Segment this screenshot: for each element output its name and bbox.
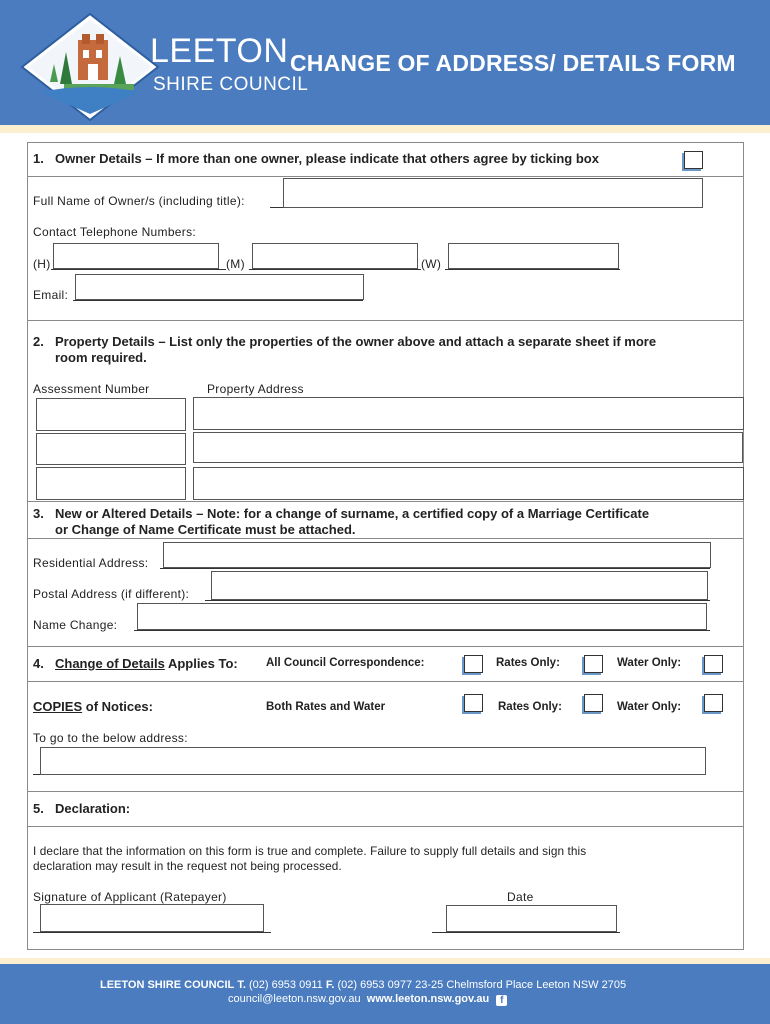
both-rates-water-label: Both Rates and Water xyxy=(266,701,386,713)
section3-title-line1: New or Altered Details – Note: for a change of surname, a certified copy of a Marriage Certificate xyxy=(55,506,650,521)
rates-only-checkbox[interactable] xyxy=(584,655,603,673)
signature-input[interactable] xyxy=(40,904,264,932)
full-name-input[interactable] xyxy=(283,178,703,208)
property-address-input-2[interactable] xyxy=(193,432,743,463)
section2-title-line1: Property Details – List only the properties of the owner above and attach a separate sheet if more xyxy=(55,334,657,349)
contact-phone-label: Contact Telephone Numbers: xyxy=(33,225,197,239)
copies-water-only-label: Water Only: xyxy=(617,701,682,713)
name-change-label: Name Change: xyxy=(33,618,118,632)
both-rates-water-checkbox[interactable] xyxy=(464,694,483,712)
page-footer xyxy=(0,958,770,1024)
residential-address-underline xyxy=(160,568,710,569)
footer-address: 23-25 Chelmsford Place Leeton NSW 2705 xyxy=(415,979,627,991)
of-notices-label: of Notices: xyxy=(85,699,153,714)
email-input[interactable] xyxy=(75,274,364,300)
logo-subtitle: SHIRE COUNCIL xyxy=(153,74,309,95)
owners-agree-checkbox[interactable] xyxy=(684,151,703,169)
section4-heading xyxy=(33,656,238,671)
section5-title: Declaration: xyxy=(55,801,131,816)
mobile-phone-label: (M) xyxy=(226,257,245,271)
section1-number: 1. xyxy=(33,151,44,166)
postal-address-label: Postal Address (if different): xyxy=(33,587,190,601)
name-change-input[interactable] xyxy=(137,603,707,630)
copies-rates-only-label: Rates Only: xyxy=(498,701,562,713)
copies-water-only-checkbox[interactable] xyxy=(704,694,723,712)
rates-only-label: Rates Only: xyxy=(496,657,560,669)
home-phone-label: (H) xyxy=(33,257,51,271)
divider xyxy=(27,176,744,177)
work-phone-input[interactable] xyxy=(448,243,619,269)
footer-council-name: LEETON SHIRE COUNCIL xyxy=(100,979,235,991)
page-header xyxy=(0,0,770,125)
section4-number: 4. xyxy=(33,656,44,671)
section2-number: 2. xyxy=(33,334,44,349)
declaration-line2: declaration may result in the request not being processed. xyxy=(33,859,342,873)
mobile-phone-input[interactable] xyxy=(252,243,418,269)
divider xyxy=(27,791,744,792)
go-to-address-input[interactable] xyxy=(40,747,706,775)
footer-web-line xyxy=(228,993,507,1006)
copies-heading xyxy=(33,699,153,714)
date-underline xyxy=(432,932,620,933)
copies-rates-only-checkbox[interactable] xyxy=(584,694,603,712)
work-phone-underline xyxy=(445,269,620,270)
full-name-label: Full Name of Owner/s (including title): xyxy=(33,194,245,208)
residential-address-label: Residential Address: xyxy=(33,556,149,570)
water-only-label: Water Only: xyxy=(617,657,682,669)
property-address-input-1[interactable] xyxy=(193,397,744,430)
section5-heading xyxy=(33,801,130,816)
footer-contact-line xyxy=(100,979,626,991)
assessment-number-label: Assessment Number xyxy=(33,382,150,396)
facebook-icon[interactable]: f xyxy=(496,995,507,1006)
section5-number: 5. xyxy=(33,801,44,816)
footer-fax: (02) 6953 0977 xyxy=(337,979,413,991)
divider xyxy=(27,320,744,321)
header-divider xyxy=(0,125,770,133)
divider xyxy=(27,826,744,827)
work-phone-label: (W) xyxy=(421,257,442,271)
signature-label: Signature of Applicant (Ratepayer) xyxy=(33,890,227,904)
section3-heading xyxy=(33,506,738,538)
change-of-details-label: Change of Details xyxy=(55,656,165,671)
home-phone-input[interactable] xyxy=(53,243,219,269)
all-council-label: All Council Correspondence: xyxy=(266,657,425,669)
water-only-checkbox[interactable] xyxy=(704,655,723,673)
signature-underline xyxy=(33,932,271,933)
footer-email-link[interactable]: council@leeton.nsw.gov.au xyxy=(228,993,361,1005)
footer-website-link[interactable]: www.leeton.nsw.gov.au xyxy=(366,993,490,1005)
divider xyxy=(27,681,744,682)
section2-title-line2: room required. xyxy=(55,350,147,365)
date-label: Date xyxy=(507,890,534,904)
email-label: Email: xyxy=(33,288,69,302)
mobile-phone-underline xyxy=(249,269,421,270)
postal-address-underline xyxy=(205,600,710,601)
divider xyxy=(27,646,744,647)
footer-phone: (02) 6953 0911 xyxy=(248,979,323,991)
declaration-line1: I declare that the information on this form is true and complete. Failure to supply full details and sign this xyxy=(33,844,587,858)
assessment-number-input-3[interactable] xyxy=(36,467,186,500)
property-address-input-3[interactable] xyxy=(193,467,744,500)
page-title: CHANGE OF ADDRESS/ DETAILS FORM xyxy=(290,50,736,76)
all-council-checkbox[interactable] xyxy=(464,655,483,673)
residential-address-input[interactable] xyxy=(163,542,711,568)
section2-heading xyxy=(33,334,738,366)
assessment-number-input-2[interactable] xyxy=(36,433,186,465)
home-phone-underline xyxy=(51,269,226,270)
copies-label: COPIES xyxy=(33,699,83,714)
go-to-address-label: To go to the below address: xyxy=(33,731,188,745)
name-change-underline xyxy=(134,630,710,631)
email-underline xyxy=(73,300,363,301)
section3-number: 3. xyxy=(33,506,44,521)
footer-fax-prefix: F. xyxy=(325,979,335,991)
assessment-number-input-1[interactable] xyxy=(36,398,186,431)
divider xyxy=(27,538,744,539)
applies-to-label: Applies To: xyxy=(167,656,238,671)
section1-title: Owner Details – If more than one owner, please indicate that others agree by ticking box xyxy=(55,151,599,166)
section1-heading xyxy=(33,151,599,166)
section3-title-line2: or Change of Name Certificate must be attached. xyxy=(55,522,356,537)
logo-word: LEETON xyxy=(150,32,289,70)
footer-phone-prefix: T. xyxy=(237,979,246,991)
date-input[interactable] xyxy=(446,905,617,932)
property-address-label: Property Address xyxy=(207,382,304,396)
divider xyxy=(27,501,744,502)
full-name-underline xyxy=(270,207,284,208)
postal-address-input[interactable] xyxy=(211,571,708,600)
